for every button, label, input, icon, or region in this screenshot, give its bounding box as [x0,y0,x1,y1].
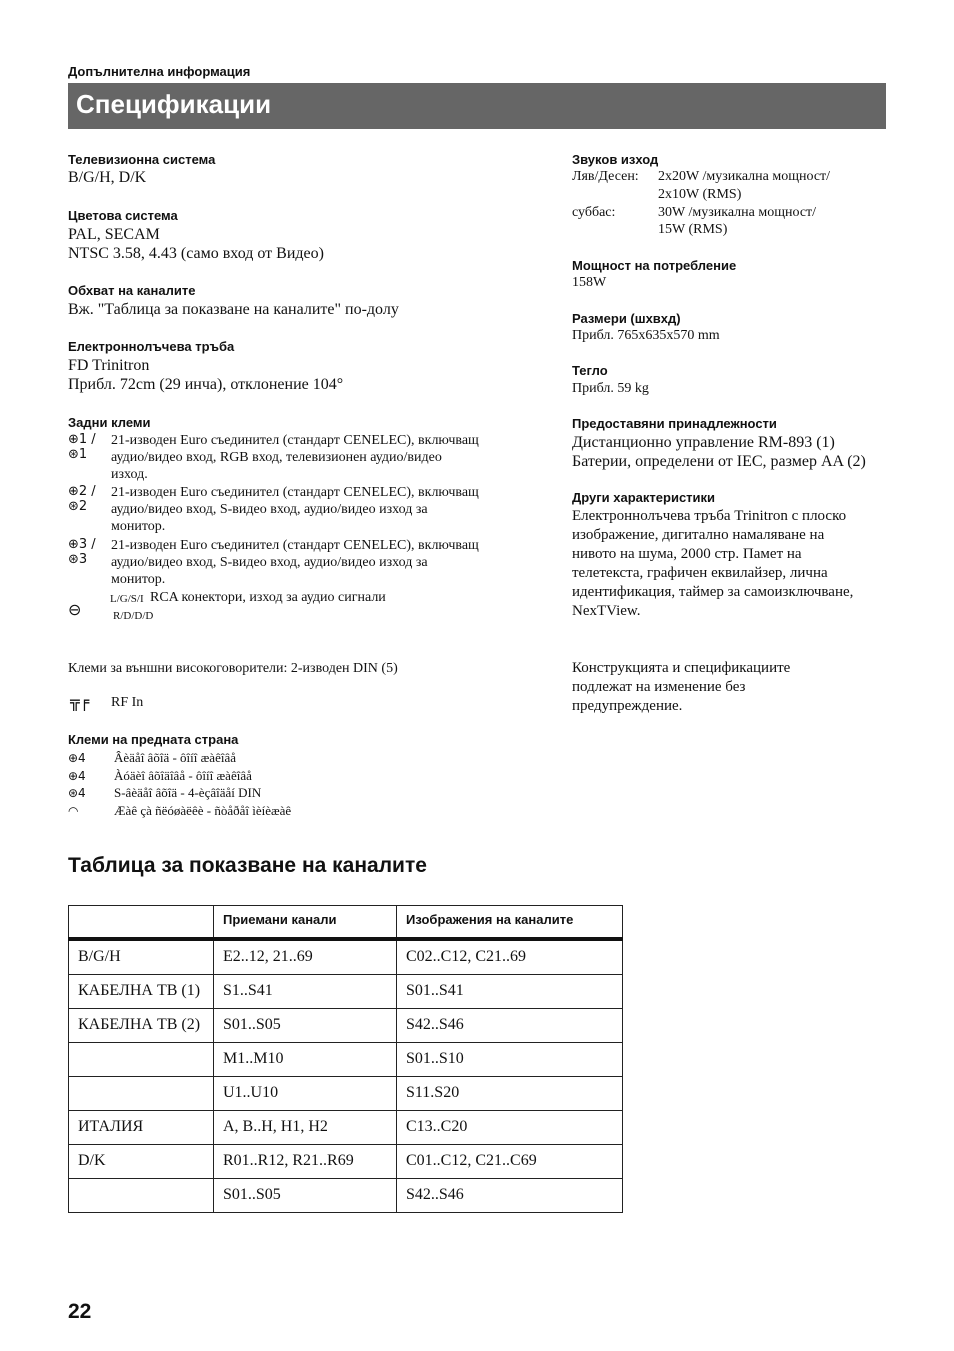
front-terminal-1-text: Âèäåî âõîä - ôîíî æàêîâå [114,750,236,765]
other-features-line6: NexTView. [572,603,641,619]
sound-output-heading: Звуков изход [572,152,659,167]
front-terminals-heading: Клеми на предната страна [68,732,239,747]
front-terminal-2-text: Àóäèî âõîäîâå - ôîíî æàêîâå [114,768,252,783]
color-system-line1: PAL, SECAM [68,226,160,243]
table-row [69,975,623,1009]
rear-terminal-1-line3: изход. [111,467,148,482]
table-cell: S1..S41 [214,975,397,1009]
power-value: 158W [572,275,607,290]
other-features-line2: изображение, дигитално намаляване на [572,527,825,543]
rear-terminals-heading: Задни клеми [68,415,151,430]
sound-row-1-line2: 2x10W (RMS) [658,187,742,202]
other-features-line5: идентификация, таймер за самоизключване, [572,584,854,600]
table-header-cell: Приемани канали [214,906,397,940]
table-cell: S01..S41 [397,975,623,1009]
scart-2-icon: ⊕2 / ⊛2 [68,484,96,514]
weight-heading: Тегло [572,363,608,378]
table-cell: КАБЕЛНА ТВ (1) [69,975,214,1009]
table-cell: S01..S10 [397,1043,623,1077]
rf-in-row [68,692,268,714]
table-cell: E2..12, 21..69 [214,939,397,975]
table-cell: C02..C12, C21..69 [397,939,623,975]
front-terminal-1 [68,750,236,766]
page-title: Спецификации [76,89,272,119]
audio-out-icon: ⊖ [68,600,82,619]
antenna-icon: ╦╒ [70,692,90,711]
table-header-cell [69,906,214,940]
rca-channel-bottom: R/D/D/D [113,610,154,622]
table-row [69,1009,623,1043]
rear-terminal-2-line2: аудио/видео вход, S-видео вход, аудио/видео изход за [111,502,428,517]
sound-row-2-line1: 30W /музикална мощност/ [658,205,817,220]
title-bar [68,83,886,129]
rear-terminal-2 [68,484,548,536]
speaker-terminals: Клеми за външни високоговорители: 2-изводен DIN (5) [68,661,398,676]
disclaimer-line2: подлежат на изменение без [572,679,746,695]
front-terminal-4 [68,803,291,819]
video-in-icon: ⊕4 [68,751,86,765]
other-features-heading: Други характеристики [572,490,716,505]
crt-heading: Електроннолъчева тръба [68,339,235,354]
channel-coverage-heading: Обхват на каналите [68,283,196,298]
rear-terminal-3-line1: 21-изводен Euro съединител (стандарт CENELEC), включващ [111,538,479,553]
table-cell: R01..R12, R21..R69 [214,1145,397,1179]
section-label: Допълнителна информация [68,64,251,79]
rear-terminal-2-line1: 21-изводен Euro съединител (стандарт CENELEC), включващ [111,485,479,500]
table-cell: D/K [69,1145,214,1179]
color-system-line2: NTSC 3.58, 4.43 (само вход от Видео) [68,245,324,262]
table-cell: S42..S46 [397,1179,623,1213]
table-row [69,1179,623,1213]
rca-text: RCA конектори, изход за аудио сигнали [150,590,386,605]
channel-coverage-value: Вж. "Таблица за показване на каналите" по-долу [68,301,399,318]
tv-system-value: B/G/H, D/K [68,169,147,186]
scart-3-icon: ⊕3 / ⊛3 [68,537,96,567]
audio-in-icon: ⊕4 [68,769,86,783]
table-cell: S01..S05 [214,1179,397,1213]
table-cell: M1..M10 [214,1043,397,1077]
table-cell: S01..S05 [214,1009,397,1043]
table-cell [69,1077,214,1111]
table-cell: C01..C12, C21..C69 [397,1145,623,1179]
rear-terminal-1-line1: 21-изводен Euro съединител (стандарт CENELEC), включващ [111,433,479,448]
other-features-line4: телетекста, графичен еквилайзер, лична [572,565,828,581]
table-row [69,1043,623,1077]
other-features-line1: Електроннолъчева тръба Trinitron с плоско [572,508,847,524]
table-cell: B/G/H [69,939,214,975]
rear-terminal-3 [68,537,548,589]
table-cell: КАБЕЛНА ТВ (2) [69,1009,214,1043]
table-cell: ИТАЛИЯ [69,1111,214,1145]
crt-line1: FD Trinitron [68,357,150,374]
accessories-line1: Дистанционно управление RM-893 (1) [572,434,835,451]
table-row [69,1077,623,1111]
table-cell: A, B..H, H1, H2 [214,1111,397,1145]
table-row [69,1111,623,1145]
table-cell: C13..C20 [397,1111,623,1145]
rf-in-label: RF In [111,695,144,710]
sound-row-2-label: суббас: [572,205,616,220]
table-cell: U1..U10 [214,1077,397,1111]
sound-row-1-line1: 2x20W /музикална мощност/ [658,169,831,184]
color-system-heading: Цветова система [68,208,178,223]
table-header-row [69,906,623,940]
front-terminal-3-text: S-âèäåî âõîä - 4-èçâîäåí DIN [114,785,262,800]
table-cell: S11.S20 [397,1077,623,1111]
front-terminal-2 [68,768,252,784]
front-terminal-4-text: Æàê çà ñëóøàëêè - ñòåðåî ìèíèæàê [114,803,292,818]
channel-table [68,905,623,1213]
sound-row-1-label: Ляв/Десен: [572,169,639,184]
rear-terminal-1-line2: аудио/видео вход, RGB вход, телевизионен аудио/видео [111,450,442,465]
tv-system-heading: Телевизионна система [68,152,216,167]
rear-terminal-1 [68,432,548,484]
headphones-icon: ◠ [68,804,79,818]
front-terminal-3 [68,785,261,801]
disclaimer-line3: предупреждение. [572,698,683,714]
table-cell: S42..S46 [397,1009,623,1043]
rca-terminal [68,590,548,626]
table-row [69,1145,623,1179]
rear-terminal-2-line3: монитор. [111,519,166,534]
s-video-icon: ⊛4 [68,786,86,800]
page-number: 22 [68,1300,92,1323]
power-heading: Мощност на потребление [572,258,737,273]
rear-terminal-3-line3: монитор. [111,572,166,587]
disclaimer-line1: Конструкцията и спецификациите [572,660,791,676]
table-row [69,939,623,975]
crt-line2: Прибл. 72cm (29 инча), отклонение 104° [68,376,344,393]
scart-1-icon: ⊕1 / ⊛1 [68,432,96,462]
dimensions-value: Прибл. 765x635x570 mm [572,328,720,343]
accessories-heading: Предоставяни принадлежности [572,416,777,431]
table-cell [69,1043,214,1077]
accessories-line2: Батерии, определени от IEC, размер AA (2) [572,453,866,470]
rear-terminal-3-line2: аудио/видео вход, S-видео вход, аудио/видео изход за [111,555,428,570]
weight-value: Прибл. 59 kg [572,381,649,396]
table-cell [69,1179,214,1213]
other-features-line3: нивото на шума, 2000 стр. Памет на [572,546,802,562]
sound-row-2-line2: 15W (RMS) [658,222,728,237]
table-header-cell: Изображения на каналите [397,906,623,940]
rca-channel-top: L/G/S/I [110,593,144,605]
dimensions-heading: Размери (шхвхд) [572,311,681,326]
channel-table-title: Таблица за показване на каналите [68,854,427,877]
